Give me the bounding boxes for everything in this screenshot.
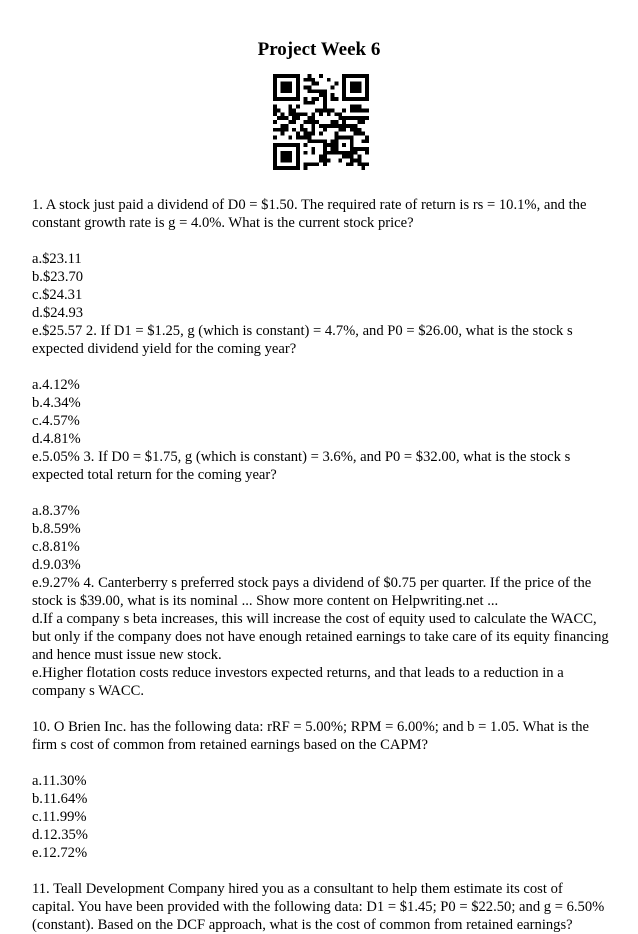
text-line: d.$24.93 — [32, 305, 84, 321]
text-line: but only if the company does not have enough retained earnings to take care of its equity financing — [32, 629, 609, 645]
text-line: d.If a company s beta increases, this will increase the cost of equity used to calculate the WACC, — [32, 611, 597, 627]
text-line: e.12.72% — [32, 845, 88, 861]
text-line: b.8.59% — [32, 521, 81, 537]
paragraph-gap — [32, 700, 612, 718]
text-line: e.5.05% 3. If D0 = $1.75, g (which is constant) = 3.6%, and P0 = $32.00, what is the stock s — [32, 449, 571, 465]
text-line: a.11.30% — [32, 773, 87, 789]
text-line: e.Higher flotation costs reduce investors expected returns, and that leads to a reduction in a — [32, 665, 564, 681]
text-line: d.9.03% — [32, 557, 81, 573]
text-line: (constant). Based on the DCF approach, what is the cost of common from retained earnings? — [32, 917, 573, 933]
text-line: b.4.34% — [32, 395, 81, 411]
text-line: and hence must issue new stock. — [32, 647, 222, 663]
paragraph-gap — [32, 484, 612, 502]
text-line: b.11.64% — [32, 791, 88, 807]
paragraph-gap — [32, 862, 612, 880]
text-line: d.4.81% — [32, 431, 81, 447]
text-line: d.12.35% — [32, 827, 88, 843]
text-line: 10. O Brien Inc. has the following data: rRF = 5.00%; RPM = 6.00%; and b = 1.05. What is the — [32, 719, 590, 735]
text-line: 11. Teall Development Company hired you as a consultant to help them estimate its cost of — [32, 881, 563, 897]
text-line: capital. You have been provided with the following data: D1 = $1.45; P0 = $22.50; and g = 6.50% — [32, 899, 605, 915]
text-line: firm s cost of common from retained earnings based on the CAPM? — [32, 737, 428, 753]
text-line: 1. A stock just paid a dividend of D0 = $1.50. The required rate of return is rs = 10.1%, and the — [32, 197, 587, 213]
text-line: e.9.27% 4. Canterberry s preferred stock pays a dividend of $0.75 per quarter. If the price of the — [32, 575, 592, 591]
text-line: a.4.12% — [32, 377, 80, 393]
paragraph-gap — [32, 358, 612, 376]
paragraph-gap — [32, 232, 612, 250]
text-line: constant growth rate is g = 4.0%. What is the current stock price? — [32, 215, 414, 231]
text-line: b.$23.70 — [32, 269, 84, 285]
text-line: expected dividend yield for the coming year? — [32, 341, 297, 357]
text-line: c.11.99% — [32, 809, 87, 825]
text-line: c.4.57% — [32, 413, 80, 429]
qr-code — [273, 74, 369, 170]
text-line: a.$23.11 — [32, 251, 82, 267]
paragraph-gap — [32, 754, 612, 772]
document-body — [32, 196, 612, 934]
text-line: company s WACC. — [32, 683, 145, 699]
text-line: a.8.37% — [32, 503, 80, 519]
text-line: c.$24.31 — [32, 287, 83, 303]
text-line: expected total return for the coming year? — [32, 467, 277, 483]
text-line: c.8.81% — [32, 539, 80, 555]
page-title: Project Week 6 — [257, 39, 381, 60]
text-line: e.$25.57 2. If D1 = $1.25, g (which is constant) = 4.7%, and P0 = $26.00, what is the stock s — [32, 323, 573, 339]
text-line: stock is $39.00, what is its nominal ... Show more content on Helpwriting.net ... — [32, 593, 499, 609]
